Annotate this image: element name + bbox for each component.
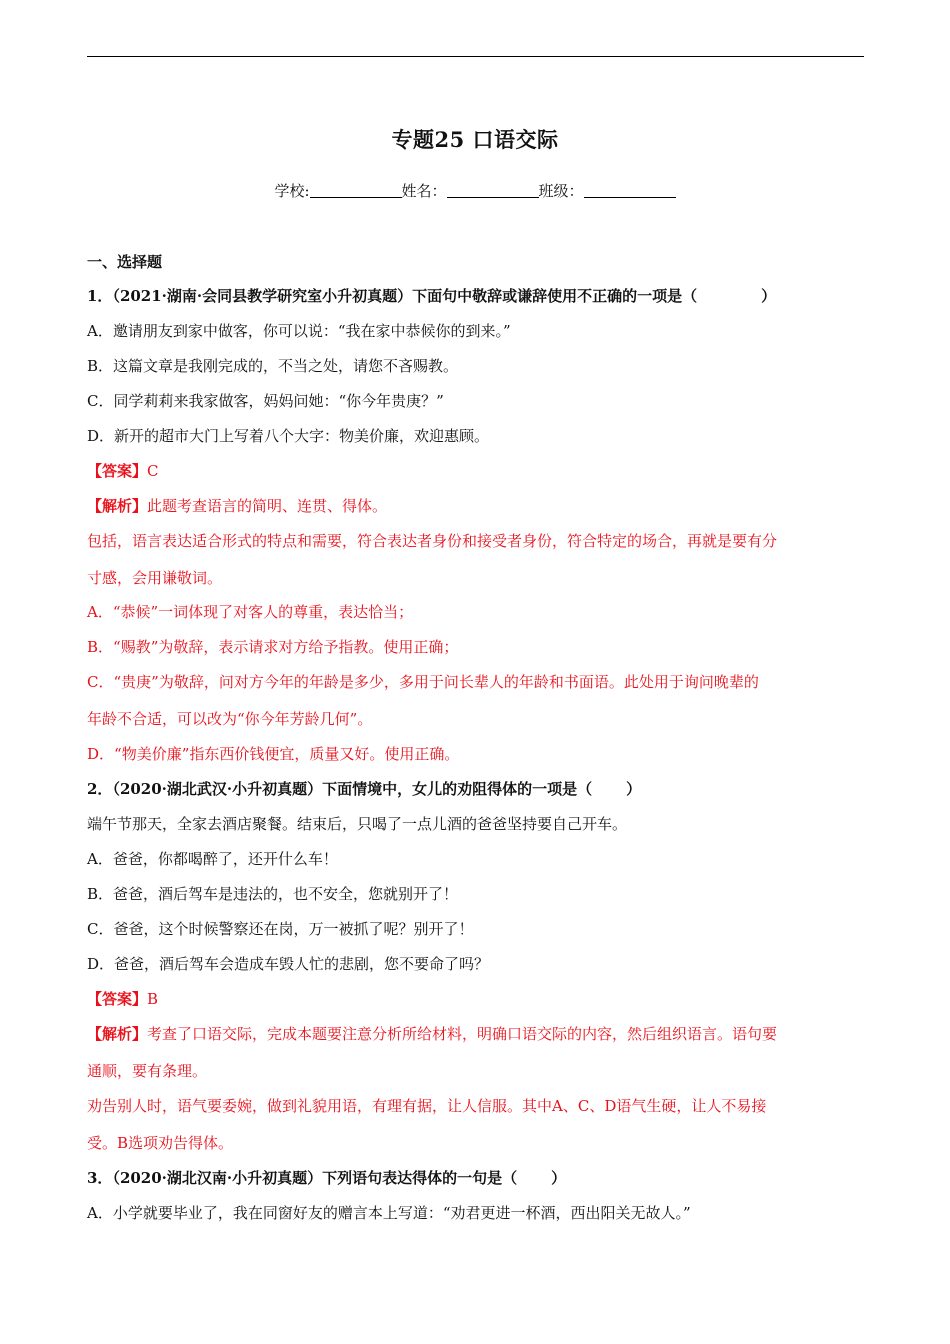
question-3-stem: 3．（2020·湖北汉南·小升初真题）下列语句表达得体的一句是（ ） bbox=[87, 1169, 567, 1187]
class-field[interactable] bbox=[584, 183, 676, 198]
option: B．爸爸，酒后驾车是违法的，也不安全，您就别开了！ bbox=[87, 885, 459, 903]
option: C．同学莉莉来我家做客，妈妈问她：“你今年贵庚？” bbox=[87, 392, 444, 410]
analysis-line: 【解析】考查了口语交际，完成本题要注意分析所给材料，明确口语交际的内容，然后组织语言。语句要 bbox=[87, 1025, 778, 1043]
answer-value: C bbox=[147, 462, 159, 480]
question-text: 下面情境中，女儿的劝阻得体的一项是（ bbox=[322, 780, 593, 798]
analysis-line: B．“赐教”为敬辞，表示请求对方给予指教。使用正确； bbox=[87, 638, 459, 656]
school-field[interactable] bbox=[310, 183, 402, 198]
analysis-line: A．“恭候”一词体现了对客人的尊重，表达恰当； bbox=[87, 603, 414, 621]
question-source: （2020·湖北武汉·小升初真题） bbox=[112, 780, 323, 798]
answer-line bbox=[87, 461, 867, 481]
analysis-tag: 【解析】 bbox=[87, 497, 148, 515]
question-number: 2． bbox=[87, 780, 113, 798]
analysis-line: 寸感，会用谦敬词。 bbox=[87, 569, 223, 587]
analysis-line: D．“物美价廉”指东西价钱便宜，质量又好。使用正确。 bbox=[87, 745, 460, 763]
analysis-tag: 【解析】 bbox=[87, 1025, 148, 1043]
section-heading: 一、选择题 bbox=[87, 253, 163, 271]
question-source: （2021·湖南·会同县教学研究室小升初真题） bbox=[112, 287, 413, 305]
question-1-stem: 1．（2021·湖南·会同县教学研究室小升初真题）下面句中敬辞或谦辞使用不正确的一项是（ ） bbox=[87, 287, 777, 305]
analysis-line: 年龄不合适，可以改为“你今年芳龄几何”。 bbox=[87, 710, 373, 728]
page-title: 专题25 口语交际 bbox=[391, 127, 559, 152]
school-label: 学校: bbox=[274, 182, 310, 200]
option: A．小学就要毕业了，我在同窗好友的赠言本上写道：“劝君更进一杯酒，西出阳关无故人。” bbox=[87, 1204, 691, 1222]
answer-value: B bbox=[147, 990, 159, 1008]
analysis-line: C．“贵庚”为敬辞，问对方今年的年龄是多少，多用于问长辈人的年龄和书面语。此处用于询问晚辈的 bbox=[87, 673, 759, 691]
class-label: 班级： bbox=[538, 182, 584, 200]
analysis-line: 受。B选项劝告得体。 bbox=[87, 1134, 234, 1152]
option: A．邀请朋友到家中做客，你可以说：“我在家中恭候你的到来。” bbox=[87, 322, 511, 340]
answer-line bbox=[87, 989, 867, 1009]
analysis-line: 【解析】此题考查语言的简明、连贯、得体。 bbox=[87, 497, 388, 515]
option: B．这篇文章是我刚完成的，不当之处，请您不吝赐教。 bbox=[87, 357, 459, 375]
question-number: 1． bbox=[87, 287, 113, 305]
analysis-line: 通顺，要有条理。 bbox=[87, 1062, 208, 1080]
name-field[interactable] bbox=[447, 183, 539, 198]
option: A．爸爸，你都喝醉了，还开什么车！ bbox=[87, 850, 338, 868]
question-context: 端午节那天，全家去酒店聚餐。结束后，只喝了一点儿酒的爸爸坚持要自己开车。 bbox=[87, 815, 628, 833]
name-label: 姓名： bbox=[401, 182, 447, 200]
option: D．爸爸，酒后驾车会造成车毁人忙的悲剧，您不要命了吗？ bbox=[87, 955, 490, 973]
question-number: 3． bbox=[87, 1169, 113, 1187]
header-rule bbox=[87, 56, 864, 57]
option: C．爸爸，这个时候警察还在岗，万一被抓了呢？别开了！ bbox=[87, 920, 474, 938]
question-text: 下列语句表达得体的一句是（ bbox=[322, 1169, 518, 1187]
question-2-stem: 2．（2020·湖北武汉·小升初真题）下面情境中，女儿的劝阻得体的一项是（ ） bbox=[87, 780, 642, 798]
student-info bbox=[0, 180, 950, 201]
answer-tag: 【答案】 bbox=[87, 462, 148, 480]
answer-tag: 【答案】 bbox=[87, 990, 148, 1008]
question-source: （2020·湖北汉南·小升初真题） bbox=[112, 1169, 323, 1187]
question-text: 下面句中敬辞或谦辞使用不正确的一项是（ bbox=[412, 287, 698, 305]
analysis-line: 包括，语言表达适合形式的特点和需要，符合表达者身份和接受者身份，符合特定的场合，再就是要有分 bbox=[87, 532, 778, 550]
analysis-line: 劝告别人时，语气要委婉，做到礼貌用语，有理有据，让人信服。其中A、C、D语气生硬，让人不易接 bbox=[87, 1097, 767, 1115]
option: D．新开的超市大门上写着八个大字：物美价廉，欢迎惠顾。 bbox=[87, 427, 490, 445]
